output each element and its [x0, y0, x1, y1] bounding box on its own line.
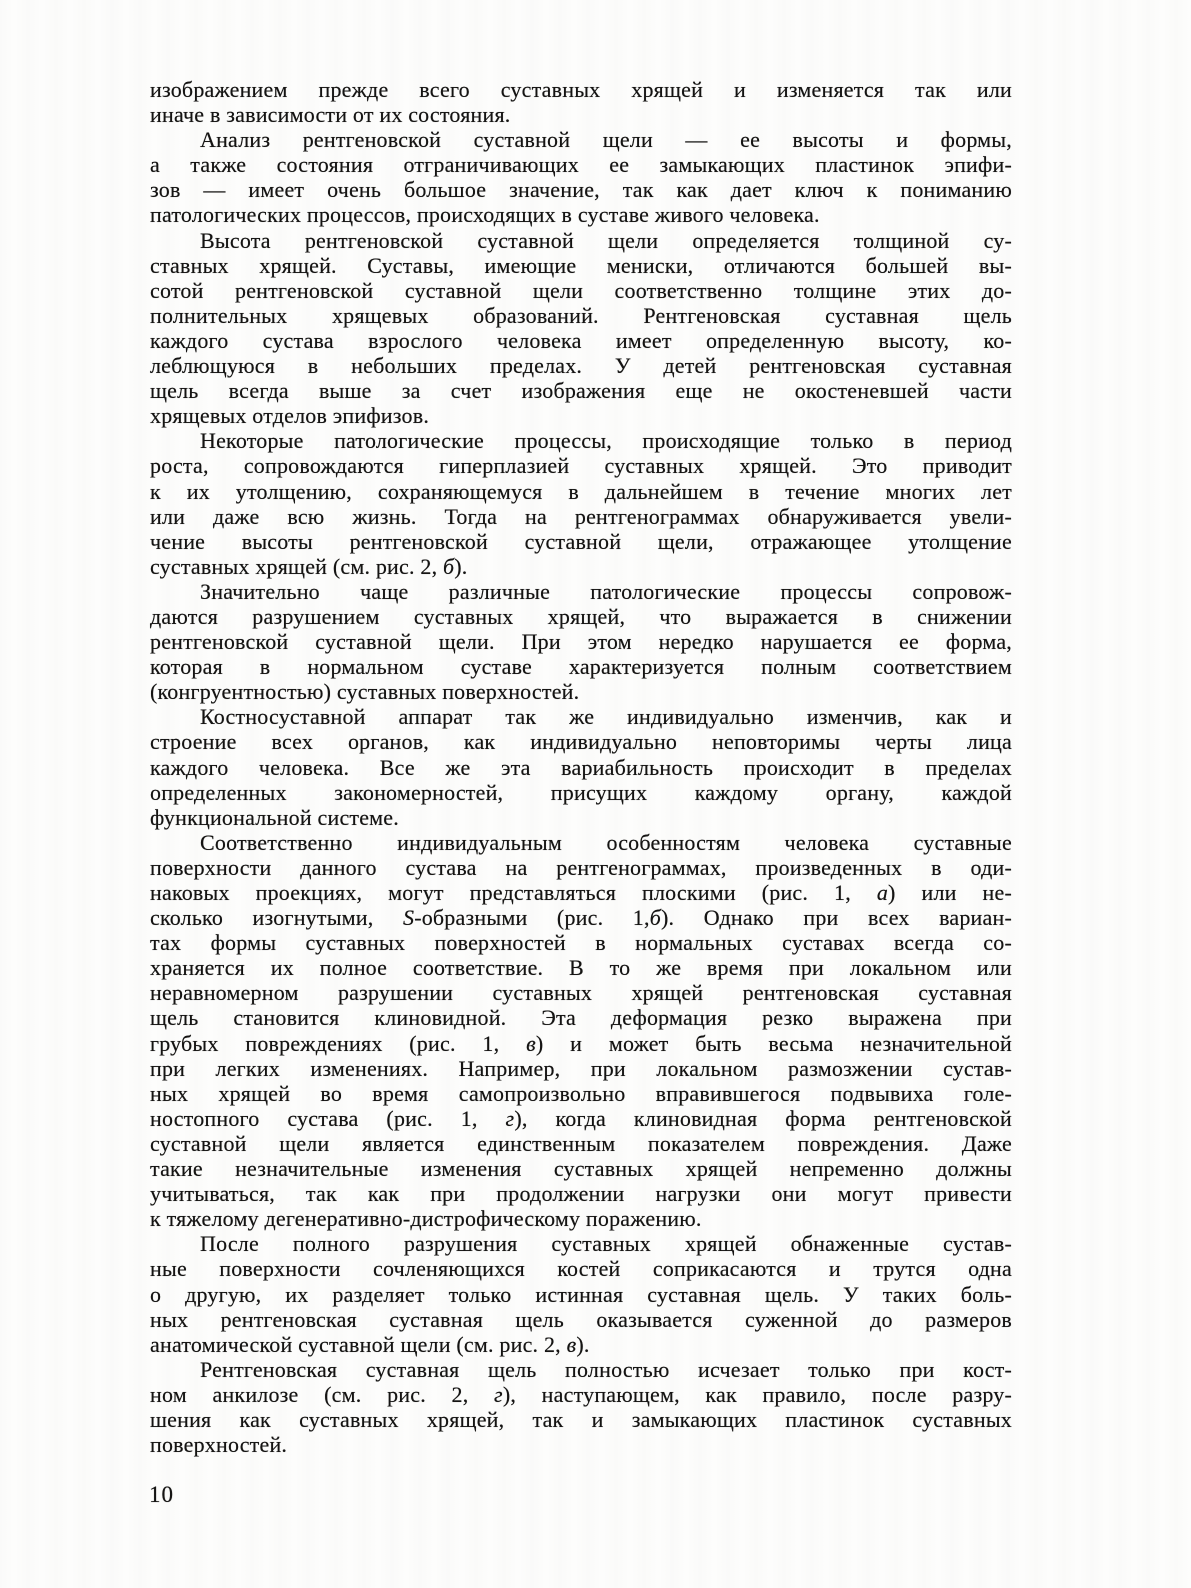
text-line: суставной щели является единственным показателем повреждения. Даже [150, 1130, 1012, 1156]
text-line: хрящевых отделов эпифизов. [150, 403, 430, 429]
text-line: при легких изменениях. Например, при локальном размозжении сустав- [150, 1055, 1012, 1081]
text-line: анатомической суставной щели (см. рис. 2, в). [150, 1331, 590, 1357]
text-line: суставных хрящей (см. рис. 2, б). [150, 553, 468, 579]
paragraph [150, 228, 1012, 429]
text-line: каждого человека. Все же эта вариабильность происходит в пределах [150, 754, 1012, 780]
text-line: храняется их полное соответствие. В то же время при локальном или [150, 955, 1012, 981]
text-line: щель становится клиновидной. Эта деформация резко выражена при [150, 1005, 1012, 1031]
paragraph [150, 428, 1012, 579]
text-line: патологических процессов, происходящих в суставе живого человека. [150, 202, 820, 228]
page-number: 10 [149, 1482, 174, 1507]
paragraph [150, 1231, 1012, 1356]
text-line: тах формы суставных поверхностей в нормальных суставах всегда со- [150, 930, 1012, 956]
text-line: к тяжелому дегенеративно-дистрофическому поражению. [150, 1206, 702, 1232]
text-line: Значительно чаще различные патологические процессы сопровож- [200, 578, 1012, 604]
text-line: Рентгеновская суставная щель полностью исчезает только при кост- [200, 1356, 1012, 1382]
text-line: Высота рентгеновской суставной щели определяется толщиной су- [200, 227, 1012, 253]
text-line: поверхности данного сустава на рентгенограммах, произведенных в оди- [150, 854, 1012, 880]
text-line: Соответственно индивидуальным особенностям человека суставные [200, 829, 1012, 855]
text-line: о другую, их разделяет только истинная суставная щель. У таких боль- [150, 1281, 1012, 1307]
text-line: ставных хрящей. Суставы, имеющие мениски, отличаются большей вы- [150, 252, 1012, 278]
paragraph [150, 579, 1012, 704]
paragraph [150, 127, 1012, 227]
text-line: зов — имеет очень большое значение, так как дает ключ к пониманию [150, 177, 1012, 203]
text-line: ных хрящей во время самопроизвольно вправившегося подвывиха голе- [150, 1080, 1012, 1106]
text-line: иначе в зависимости от их состояния. [150, 102, 511, 128]
text-line: строение всех органов, как индивидуально неповторимы черты лица [150, 729, 1012, 755]
text-line: изображением прежде всего суставных хрящей и изменяется так или [150, 77, 1012, 102]
text-line: поверхностей. [150, 1432, 288, 1458]
text-line: определенных закономерностей, присущих каждому органу, каждой [150, 779, 1012, 805]
text-line: а также состояния отграничивающих ее замыкающих пластинок эпифи- [150, 152, 1012, 178]
text-line: (конгруентностью) суставных поверхностей. [150, 679, 580, 705]
text-line: ном анкилозе (см. рис. 2, г), наступающем, как правило, после разру- [150, 1381, 1012, 1407]
text-line: учитываться, так как при продолжении нагрузки они могут привести [150, 1181, 1012, 1207]
text-block [150, 77, 1012, 1457]
text-line: Некоторые патологические процессы, происходящие только в период [200, 428, 1012, 454]
text-line: наковых проекциях, могут представляться плоскими (рис. 1, а) или не- [150, 880, 1012, 905]
text-line: Анализ рентгеновской суставной щели — ее высоты и формы, [200, 127, 1012, 153]
text-line: которая в нормальном суставе характеризуется полным соответствием [150, 654, 1012, 680]
paragraph [150, 830, 1012, 1232]
text-line: роста, сопровождаются гиперплазией суставных хрящей. Это приводит [150, 453, 1012, 479]
paragraph [150, 77, 1012, 127]
text-line: рентгеновской суставной щели. При этом нередко нарушается ее форма, [150, 629, 1012, 655]
text-line: полнительных хрящевых образований. Рентгеновская суставная щель [150, 302, 1012, 328]
text-line: шения как суставных хрящей, так и замыкающих пластинок суставных [150, 1406, 1012, 1432]
text-line: даются разрушением суставных хрящей, что выражается в снижении [150, 603, 1012, 629]
text-line: ностопного сустава (рис. 1, г), когда клиновидная форма рентгеновской [150, 1105, 1012, 1131]
text-line: к их утолщению, сохраняющемуся в дальнейшем в течение многих лет [150, 478, 1012, 504]
text-line: такие незначительные изменения суставных хрящей непременно должны [150, 1156, 1012, 1182]
text-line: функциональной системе. [150, 804, 399, 830]
text-line: сколько изогнутыми, S-образными (рис. 1,б). Однако при всех вариан- [150, 905, 1012, 931]
text-line: каждого сустава взрослого человека имеет определенную высоту, ко- [150, 327, 1012, 353]
text-line: ных рентгеновская суставная щель оказывается суженной до размеров [150, 1306, 1012, 1332]
paragraph [150, 704, 1012, 829]
text-line: сотой рентгеновской суставной щели соответственно толщине этих до- [150, 277, 1012, 303]
text-line: неравномерном разрушении суставных хрящей рентгеновская суставная [150, 980, 1012, 1006]
text-line: Костносуставной аппарат так же индивидуально изменчив, как и [200, 704, 1012, 730]
paragraph [150, 1357, 1012, 1457]
text-line: или даже всю жизнь. Тогда на рентгенограммах обнаруживается увели- [150, 503, 1012, 529]
text-line: ные поверхности сочленяющихся костей соприкасаются и трутся одна [150, 1256, 1012, 1282]
text-line: леблющуюся в небольших пределах. У детей рентгеновская суставная [150, 353, 1012, 379]
text-line: После полного разрушения суставных хрящей обнаженные сустав- [200, 1231, 1012, 1257]
text-line: чение высоты рентгеновской суставной щели, отражающее утолщение [150, 528, 1012, 554]
text-line: грубых повреждениях (рис. 1, в) и может быть весьма незначительной [150, 1030, 1013, 1056]
text-line: щель всегда выше за счет изображения еще не окостеневшей части [150, 378, 1012, 404]
